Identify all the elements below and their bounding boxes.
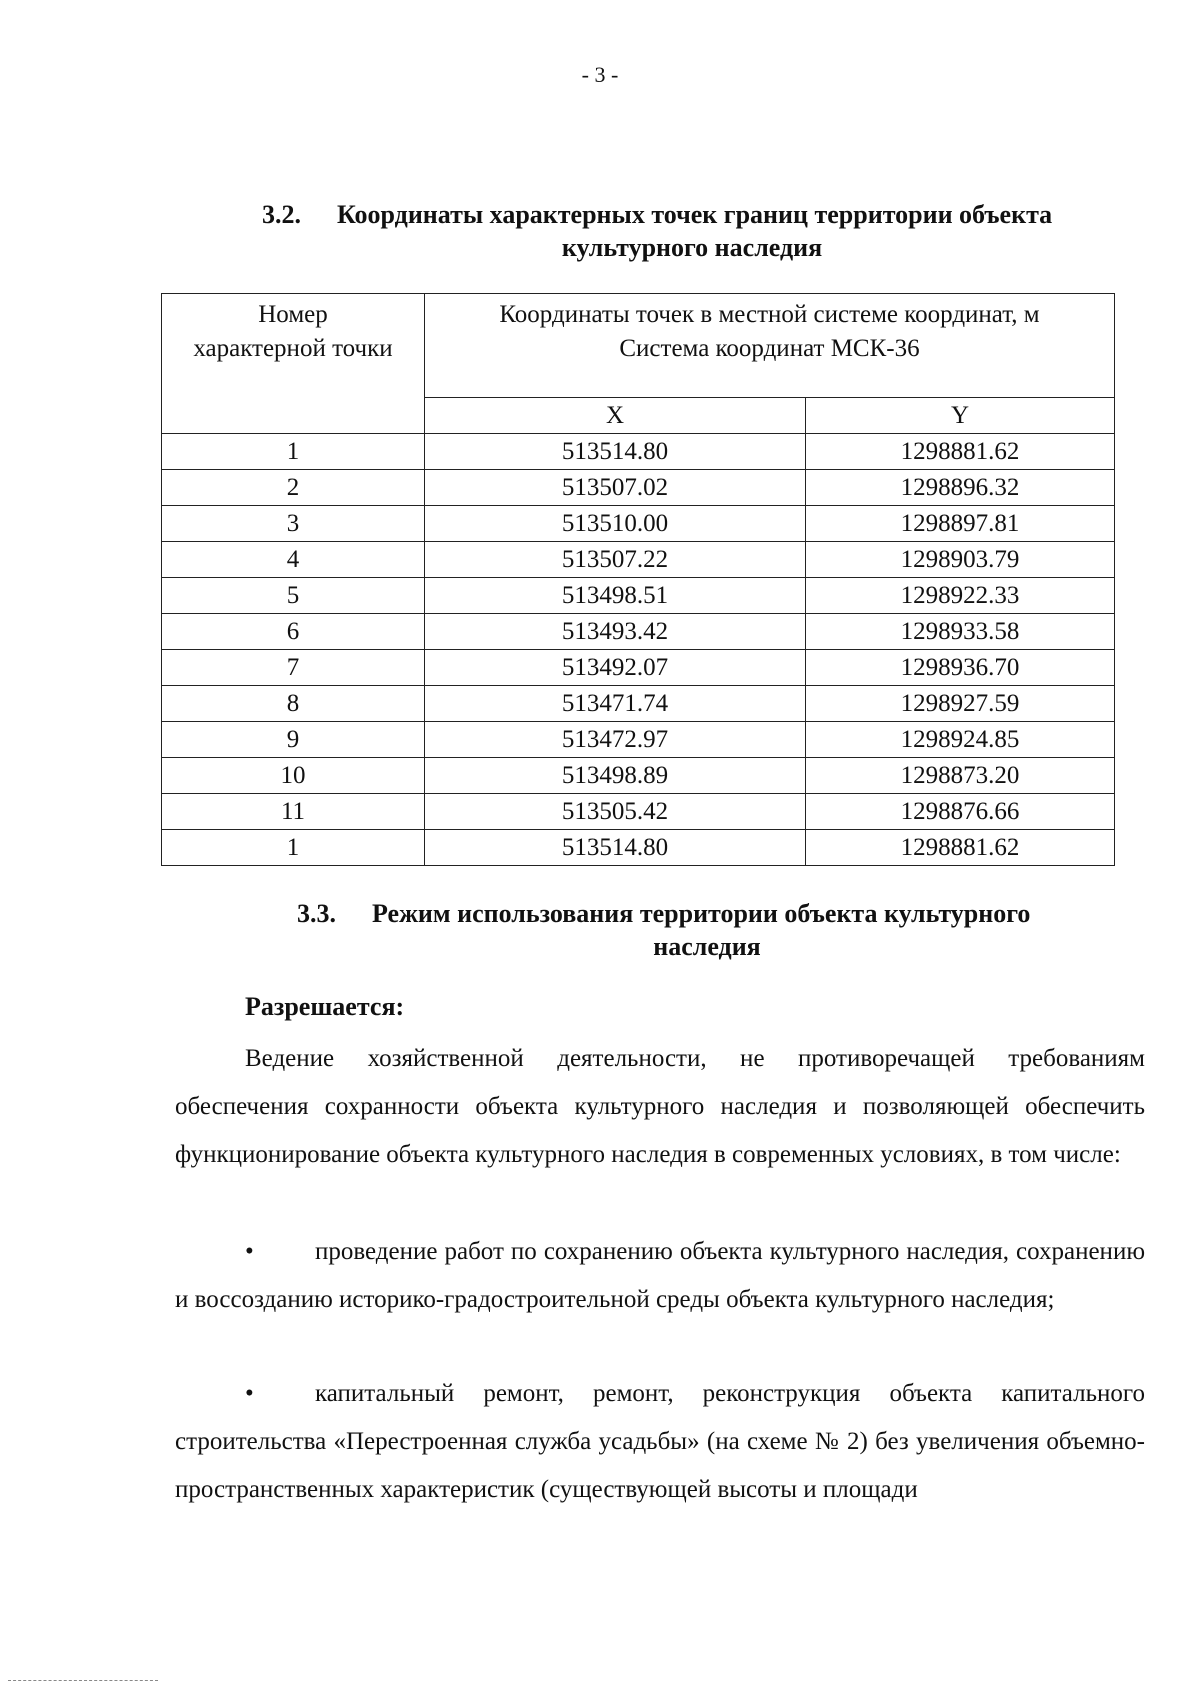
point-number-cell: 2 (162, 470, 425, 506)
point-number-cell: 7 (162, 650, 425, 686)
section-3-2-heading (262, 198, 1122, 264)
bullet-icon: • (245, 1238, 254, 1265)
x-coordinate-cell: 513507.22 (425, 542, 806, 578)
table-row (162, 470, 1115, 506)
table-row (162, 686, 1115, 722)
section-3-2-title-line2: культурного наследия (561, 233, 823, 262)
y-coordinate-cell: 1298924.85 (806, 722, 1115, 758)
y-coordinate-cell: 1298873.20 (806, 758, 1115, 794)
x-coordinate-cell: 513493.42 (425, 614, 806, 650)
table-row (162, 830, 1115, 866)
point-number-cell: 5 (162, 578, 425, 614)
y-coordinate-cell: 1298897.81 (806, 506, 1115, 542)
x-coordinate-cell: 513514.80 (425, 830, 806, 866)
bullet-item-2 (175, 1370, 1145, 1514)
table-row (162, 542, 1115, 578)
table-row (162, 650, 1115, 686)
y-coordinate-cell: 1298876.66 (806, 794, 1115, 830)
y-coordinate-cell: 1298881.62 (806, 830, 1115, 866)
allowed-label: Разрешается: (245, 992, 405, 1021)
x-coordinate-cell: 513498.51 (425, 578, 806, 614)
y-coordinate-cell: 1298936.70 (806, 650, 1115, 686)
x-coordinate-cell: 513514.80 (425, 434, 806, 470)
paragraph-1-text: Ведение хозяйственной деятельности, не противоречащей требованиям обеспечения сохранности объекта культурного наследия и позволяющей обеспечить функционирование объекта культурного наследия в современных условиях, в том числе: (175, 1045, 1145, 1168)
header-point-line1: Номер (258, 301, 328, 328)
section-3-3-number: 3.3. (297, 899, 336, 928)
point-number-cell: 8 (162, 686, 425, 722)
table-row (162, 794, 1115, 830)
header-point-number (162, 294, 425, 434)
point-number-cell: 4 (162, 542, 425, 578)
point-number-cell: 1 (162, 830, 425, 866)
page-number: - 3 - (581, 62, 619, 87)
y-coordinate-cell: 1298927.59 (806, 686, 1115, 722)
x-coordinate-cell: 513507.02 (425, 470, 806, 506)
header-coords-line1: Координаты точек в местной системе координат, м (499, 301, 1040, 328)
bullet-item-1 (175, 1228, 1145, 1324)
y-coordinate-cell: 1298896.32 (806, 470, 1115, 506)
section-3-3-title-line2: наследия (653, 932, 761, 961)
x-coordinate-cell: 513471.74 (425, 686, 806, 722)
table-row (162, 758, 1115, 794)
section-3-2-number: 3.2. (262, 200, 301, 229)
x-coordinate-cell: 513505.42 (425, 794, 806, 830)
table-row (162, 506, 1115, 542)
bullet-icon: • (245, 1380, 254, 1407)
header-y: Y (806, 398, 1115, 434)
header-coordinates (425, 294, 1115, 398)
table-body (162, 434, 1115, 866)
y-coordinate-cell: 1298881.62 (806, 434, 1115, 470)
x-coordinate-cell: 513472.97 (425, 722, 806, 758)
y-coordinate-cell: 1298903.79 (806, 542, 1115, 578)
point-number-cell: 10 (162, 758, 425, 794)
section-3-3-heading (297, 897, 1117, 963)
point-number-cell: 3 (162, 506, 425, 542)
point-number-cell: 1 (162, 434, 425, 470)
x-coordinate-cell: 513492.07 (425, 650, 806, 686)
y-coordinate-cell: 1298933.58 (806, 614, 1115, 650)
y-coordinate-cell: 1298922.33 (806, 578, 1115, 614)
header-point-line2: характерной точки (193, 335, 393, 362)
table-row (162, 722, 1115, 758)
bullet-1-text: проведение работ по сохранению объекта культурного наследия, сохранению и воссозданию историко-градостроительной среды объекта культурного наследия; (175, 1238, 1145, 1313)
point-number-cell: 11 (162, 794, 425, 830)
header-x: X (425, 398, 806, 434)
point-number-cell: 6 (162, 614, 425, 650)
section-3-2-title-line1: Координаты характерных точек границ территории объекта (337, 200, 1053, 229)
header-coords-line2: Система координат МСК-36 (619, 335, 920, 362)
coordinates-table (161, 293, 1115, 866)
paragraph-1 (175, 1035, 1145, 1179)
x-coordinate-cell: 513498.89 (425, 758, 806, 794)
footer-divider (8, 1680, 158, 1681)
x-coordinate-cell: 513510.00 (425, 506, 806, 542)
point-number-cell: 9 (162, 722, 425, 758)
table-row (162, 578, 1115, 614)
table-row (162, 614, 1115, 650)
table-header-row (162, 294, 1115, 398)
table-row (162, 434, 1115, 470)
section-3-3-title-line1: Режим использования территории объекта культурного (372, 899, 1031, 928)
bullet-2-text: капитальный ремонт, ремонт, реконструкция объекта капитального строительства «Перестроенная служба усадьбы» (на схеме № 2) без увеличения объемно-пространственных характеристик (существующей высоты и площади (175, 1380, 1145, 1503)
